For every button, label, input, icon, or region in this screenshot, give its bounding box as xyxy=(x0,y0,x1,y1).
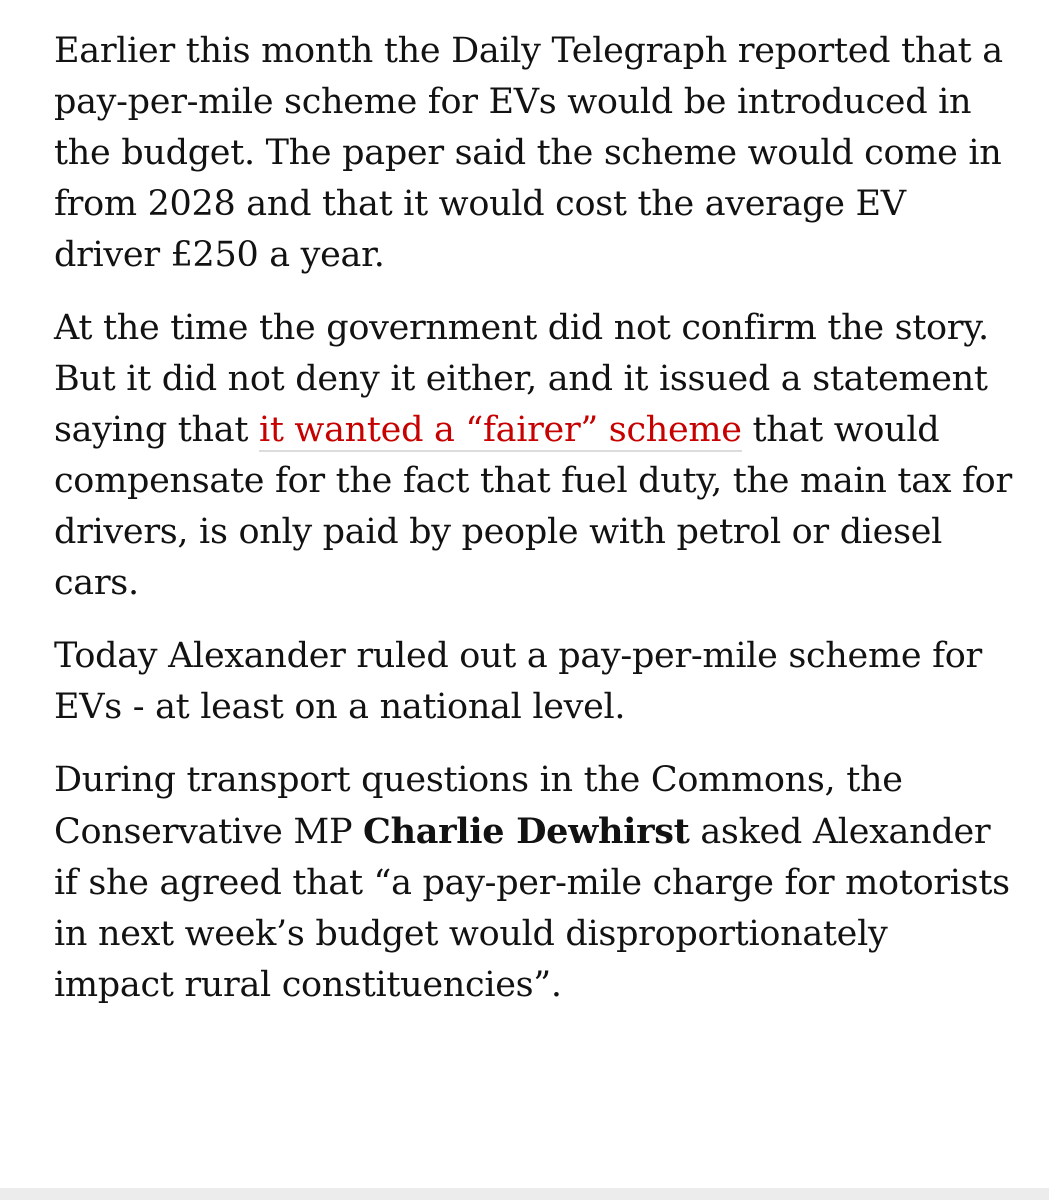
paragraph-commons-question xyxy=(54,755,1014,1011)
paragraph-telegraph-report: Earlier this month the Daily Telegraph reported that a pay-per-mile scheme for EVs would be introduced in the budget. The paper said the scheme would come in from 2028 and that it would cost the average EV driver £250 a year. xyxy=(54,31,1003,275)
fairer-scheme-link[interactable]: it wanted a “fairer” scheme xyxy=(258,410,742,450)
paragraph-ruled-out: Today Alexander ruled out a pay-per-mile scheme for EVs - at least on a national level. xyxy=(54,636,982,727)
paragraph-text: that would compensate for the fact that fuel duty, the main tax for drivers, is only paid by people with petrol or diesel cars. xyxy=(54,410,1012,603)
paragraph-text: At the time the government did not confirm the story. But it did not deny it either, and it issued a statement saying that xyxy=(54,308,989,450)
mp-name: Charlie Dewhirst xyxy=(363,811,690,852)
paragraph-text: During transport questions in the Commons, the Conservative MP xyxy=(54,760,903,852)
paragraph-text: asked Alexander if she agreed that “a pay-per-mile charge for motorists in next week’s budget would disproportionately impact rural constituencies”. xyxy=(54,812,1010,1005)
paragraph-government-statement xyxy=(54,303,1014,609)
bottom-divider xyxy=(0,1188,1049,1200)
article-body xyxy=(54,26,1014,1033)
